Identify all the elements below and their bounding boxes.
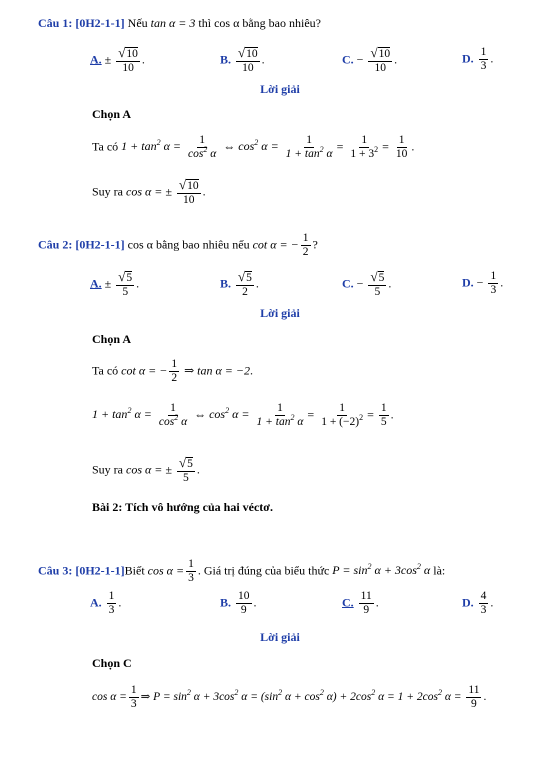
q2-line3-prefix: Suy ra — [92, 462, 123, 477]
q1-line2-prefix: Suy ra — [92, 184, 123, 199]
question-3-text-pre: Biết — [124, 563, 145, 578]
solution-title-3: Lời giải — [260, 630, 300, 644]
question-3-header: Câu 3: [0H2-1-1]Biết cos α = $\frac{1}{3}$ . Giá trị đúng của biểu thức $P = \sin^2 \alpha + 3\cos^2$ α là: — [38, 558, 446, 584]
question-1-text-mid: thì cos α bằng bao nhiêu? — [198, 16, 321, 30]
option-a-fraction: $\frac{√10}{10}$ — [118, 45, 138, 74]
option-d-letter: D. — [462, 51, 474, 66]
option-a-sign: ± — [104, 276, 112, 291]
question-1-option-d: D. $\frac{1}{3}$ . — [462, 46, 494, 72]
question-1-option-a: A. ± $\frac{√10}{10}$ . — [90, 45, 145, 74]
option-c-letter: C. — [342, 595, 354, 610]
option-d-fraction: $\frac{4}{3}$ — [480, 590, 487, 616]
question-3-text-post: là: — [433, 563, 446, 578]
option-b-fraction: $\frac{√5}{2}$ — [238, 269, 252, 298]
solution-title-1: Lời giải — [260, 82, 300, 96]
option-c-sign: − — [356, 52, 364, 67]
question-1-code: [0H2-1-1] — [75, 16, 125, 30]
q2-solution-line-1: Ta có cot α = − $\frac{1}{2}$ ⇒ tan α = −2. — [92, 358, 253, 384]
question-3-label: Câu 3: — [38, 563, 73, 578]
option-b-letter: B. — [220, 52, 232, 67]
question-2-option-a: A. ± $\frac{√5}{5}$ . — [90, 269, 140, 298]
q2-solution-line-3: Suy ra cos α = ± $\frac{√5}{5}$ . — [92, 455, 200, 484]
q1-line1-prefix: Ta có — [92, 139, 119, 154]
option-a-letter: A. — [90, 276, 102, 291]
option-d-fraction: $\frac{1}{3}$ — [480, 46, 487, 72]
question-2-option-b: B. $\frac{√5}{2}$ . — [220, 269, 259, 298]
question-1-header — [38, 16, 321, 31]
question-3-option-b: B. $\frac{10}{9}$ . — [220, 590, 257, 616]
question-3-text-mid: . Giá trị đúng của biểu thức — [197, 563, 330, 578]
option-d-letter: D. — [462, 275, 474, 290]
option-a-fraction: $\frac{1}{3}$ — [108, 590, 115, 616]
q1-solution-line-2: Suy ra cos α = ± $\frac{√10}{10}$ . — [92, 177, 206, 206]
question-2-text: cos α bằng bao nhiêu nếu — [127, 237, 250, 252]
option-d-fraction: $\frac{1}{3}$ — [490, 270, 497, 296]
q3-solution-line: cos α = $\frac{1}{3}$ ⇒ $P = \sin^2 \alpha + 3\cos^2$ $\alpha = (\sin^2$ $\alpha + \cos^2 \alpha) + 2\cos^2$ $\alpha = 1 + 2\cos^2$ α = $\frac{11}{9}$ . — [92, 684, 487, 710]
option-b-fraction: $\frac{√10}{10}$ — [238, 45, 258, 74]
solution-title-2: Lời giải — [260, 306, 300, 320]
question-1-condition: tan α = 3 — [150, 16, 196, 30]
answer-choice-3: Chọn C — [92, 656, 132, 670]
option-c-sign: − — [356, 276, 364, 291]
question-1-option-b: B. $\frac{√10}{10}$ . — [220, 45, 265, 74]
option-a-letter: A. — [90, 52, 102, 67]
option-a-sign: ± — [104, 52, 112, 67]
answer-choice-2: Chọn A — [92, 332, 132, 346]
option-c-fraction: $\frac{√10}{10}$ — [370, 45, 391, 74]
question-3-option-c: C. $\frac{11}{9}$ . — [342, 590, 379, 616]
option-c-fraction: $\frac{11}{9}$ — [360, 590, 372, 616]
question-2-label: Câu 2: — [38, 237, 73, 252]
question-2-code: [0H2-1-1] — [75, 237, 125, 252]
question-2-option-d: D. − $\frac{1}{3}$ . — [462, 270, 504, 296]
question-1-label: Câu 1: — [38, 16, 73, 30]
answer-choice-1: Chọn A — [92, 107, 132, 121]
option-b-letter: B. — [220, 595, 232, 610]
question-1-option-c: C. − $\frac{√10}{10}$ . — [342, 45, 398, 74]
option-b-letter: B. — [220, 276, 232, 291]
option-c-letter: C. — [342, 276, 354, 291]
question-3-option-a: A. $\frac{1}{3}$ . — [90, 590, 122, 616]
option-a-letter: A. — [90, 595, 102, 610]
question-3-option-d: D. $\frac{4}{3}$ . — [462, 590, 494, 616]
option-c-fraction: $\frac{√5}{5}$ — [370, 269, 385, 298]
question-3-code: [0H2-1-1] — [75, 563, 125, 578]
option-d-sign: − — [476, 275, 484, 290]
option-a-fraction: $\frac{√5}{5}$ — [118, 269, 133, 298]
q2-solution-line-2: $1 + \tan^2 \alpha$ = $\frac{1}{\cos^2 \alpha}$ ⇔ $\cos^2 \alpha$ = $\frac{1}{1 + \tan^2 \alpha}$ = $\frac{1}{1 + (-2)^2}$ = $\frac{1}{5}$ . — [92, 402, 394, 428]
option-b-fraction: $\frac{10}{9}$ — [238, 590, 250, 616]
option-c-letter: C. — [342, 52, 354, 67]
question-2-header: Câu 2: [0H2-1-1] cos α bằng bao nhiêu nếu cot α = − $\frac{1}{2}$ ? — [38, 232, 318, 258]
q2-line1-prefix: Ta có — [92, 363, 119, 378]
section-heading: Bài 2: Tích vô hướng của hai véctơ. — [92, 500, 273, 514]
option-d-letter: D. — [462, 595, 474, 610]
q1-solution-line-1: Ta có $1 + \tan^2 \alpha$ = $\frac{1}{\cos^2 \alpha}$ ⇔ $\cos^2 \alpha$ = $\frac{1}{1 + \tan^2 \alpha}$ = $\frac{1}{1 + 3^2}$ = $\frac{1}{10}$ . — [92, 134, 415, 160]
question-2-option-c: C. − $\frac{√5}{5}$ . — [342, 269, 392, 298]
question-1-text-pre: Nếu — [127, 16, 148, 30]
